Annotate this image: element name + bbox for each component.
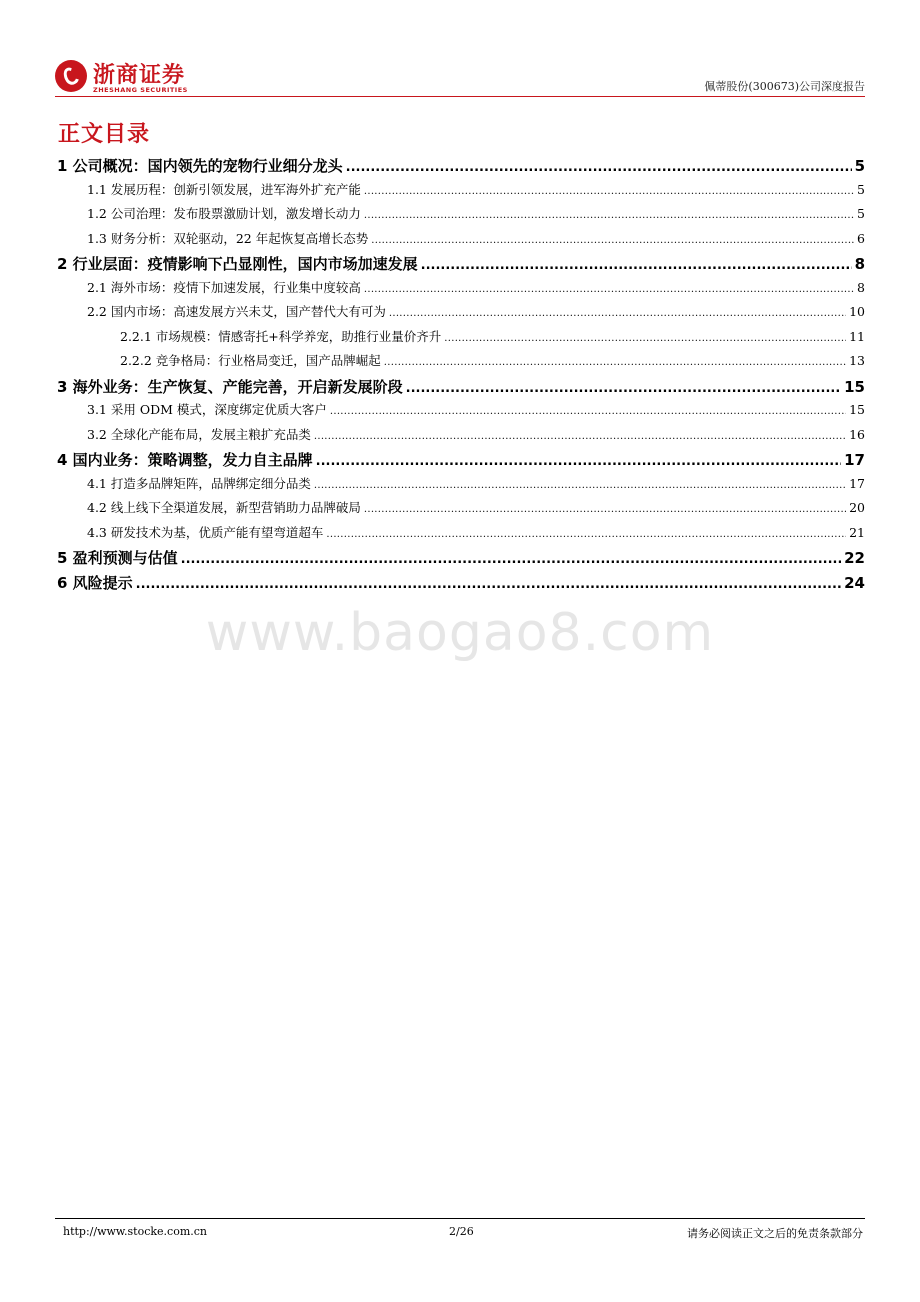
toc-entry-page: 22 bbox=[844, 549, 865, 567]
toc-leader-dots bbox=[136, 577, 841, 592]
toc-entry[interactable] bbox=[57, 498, 865, 523]
toc-entry-title: 2.2.2 竞争格局：行业格局变迁，国产品牌崛起 bbox=[120, 353, 381, 368]
logo-text-cn: 浙商证券 bbox=[93, 63, 186, 88]
toc-entry[interactable] bbox=[57, 572, 865, 597]
watermark: www.baogao8.com bbox=[205, 603, 715, 663]
table-of-contents bbox=[57, 155, 865, 596]
toc-leader-dots bbox=[406, 381, 841, 396]
toc-entry-title: 2.1 海外市场：疫情下加速发展，行业集中度较高 bbox=[87, 279, 361, 295]
toc-entry-title: 3 海外业务：生产恢复、产能完善，开启新发展阶段 bbox=[57, 377, 403, 396]
toc-entry[interactable] bbox=[57, 278, 865, 303]
toc-leader-dots bbox=[181, 552, 841, 567]
toc-leader-dots bbox=[314, 480, 846, 491]
toc-entry[interactable] bbox=[57, 376, 865, 401]
footer-url[interactable]: http://www.stocke.com.cn bbox=[63, 1225, 207, 1238]
toc-entry[interactable] bbox=[57, 229, 865, 254]
toc-entry-title: 1.1 发展历程：创新引领发展，进军海外扩充产能 bbox=[87, 181, 361, 197]
toc-leader-dots bbox=[384, 357, 846, 368]
toc-entry-page: 11 bbox=[849, 328, 865, 344]
toc-leader-dots bbox=[364, 186, 854, 197]
header-divider bbox=[55, 96, 865, 97]
toc-entry-page: 17 bbox=[849, 475, 865, 491]
toc-entry-page: 8 bbox=[857, 279, 865, 295]
toc-entry[interactable] bbox=[57, 155, 865, 180]
toc-entry-title: 1 公司概况：国内领先的宠物行业细分龙头 bbox=[57, 157, 343, 175]
toc-entry-page: 13 bbox=[849, 353, 865, 368]
toc-entry-page: 10 bbox=[849, 304, 865, 319]
toc-entry[interactable] bbox=[57, 180, 865, 205]
toc-entry-title: 4.2 线上线下全渠道发展，新型营销助力品牌破局 bbox=[87, 500, 361, 515]
footer-divider bbox=[55, 1218, 865, 1219]
toc-leader-dots bbox=[371, 235, 854, 246]
toc-entry-title: 1.2 公司治理：发布股票激励计划，激发增长动力 bbox=[87, 206, 361, 221]
toc-entry-title: 3.1 采用 ODM 模式，深度绑定优质大客户 bbox=[87, 402, 327, 417]
toc-entry-page: 16 bbox=[849, 426, 865, 442]
toc-entry-page: 15 bbox=[849, 402, 865, 417]
footer-disclaimer: 请务必阅读正文之后的免责条款部分 bbox=[687, 1227, 863, 1240]
toc-entry-title: 5 盈利预测与估值 bbox=[57, 549, 178, 567]
toc-entry[interactable] bbox=[57, 474, 865, 499]
toc-leader-dots bbox=[326, 529, 846, 540]
toc-entry-page: 5 bbox=[854, 157, 865, 175]
toc-entry-page: 20 bbox=[849, 500, 865, 515]
toc-entry-page: 8 bbox=[854, 255, 865, 273]
page-title: 正文目录 bbox=[58, 122, 151, 147]
logo-text-en: ZHESHANG SECURITIES bbox=[93, 86, 188, 94]
logo-mark-icon bbox=[55, 60, 87, 92]
toc-entry-page: 5 bbox=[857, 181, 865, 197]
toc-leader-dots bbox=[444, 333, 846, 344]
toc-leader-dots bbox=[364, 210, 854, 221]
toc-entry-title: 1.3 财务分析：双轮驱动，22 年起恢复高增长态势 bbox=[87, 230, 369, 246]
toc-entry[interactable] bbox=[57, 547, 865, 572]
toc-leader-dots bbox=[330, 406, 846, 417]
report-label: 佩蒂股份(300673)公司深度报告 bbox=[704, 80, 865, 93]
toc-entry-title: 2.2.1 市场规模：情感寄托+科学养宠，助推行业量价齐升 bbox=[120, 328, 442, 344]
toc-entry[interactable] bbox=[57, 204, 865, 229]
toc-leader-dots bbox=[421, 258, 852, 273]
toc-entry[interactable] bbox=[57, 253, 865, 278]
toc-entry-page: 17 bbox=[844, 451, 865, 469]
toc-leader-dots bbox=[389, 308, 846, 319]
toc-entry[interactable] bbox=[57, 327, 865, 352]
toc-entry[interactable] bbox=[57, 400, 865, 425]
toc-leader-dots bbox=[364, 504, 846, 515]
page-header bbox=[55, 58, 865, 100]
toc-entry-page: 21 bbox=[849, 524, 865, 540]
toc-entry-title: 4 国内业务：策略调整，发力自主品牌 bbox=[57, 451, 313, 469]
toc-entry[interactable] bbox=[57, 523, 865, 548]
toc-leader-dots bbox=[316, 454, 841, 469]
toc-entry-page: 15 bbox=[844, 377, 865, 396]
toc-entry-title: 3.2 全球化产能布局，发展主粮扩充品类 bbox=[87, 426, 311, 442]
toc-entry[interactable] bbox=[57, 351, 865, 376]
toc-entry[interactable] bbox=[57, 425, 865, 450]
toc-entry-page: 24 bbox=[844, 573, 865, 592]
toc-entry[interactable] bbox=[57, 302, 865, 327]
toc-entry-page: 5 bbox=[857, 206, 865, 221]
toc-entry-title: 6 风险提示 bbox=[57, 573, 133, 592]
toc-entry-title: 2.2 国内市场：高速发展方兴未艾，国产替代大有可为 bbox=[87, 304, 386, 319]
page-number: 2/26 bbox=[449, 1225, 474, 1238]
toc-entry[interactable] bbox=[57, 449, 865, 474]
toc-leader-dots bbox=[346, 160, 852, 175]
toc-entry-title: 4.1 打造多品牌矩阵，品牌绑定细分品类 bbox=[87, 475, 311, 491]
company-logo bbox=[55, 58, 205, 98]
toc-leader-dots bbox=[364, 284, 854, 295]
toc-entry-title: 4.3 研发技术为基，优质产能有望弯道超车 bbox=[87, 524, 324, 540]
toc-entry-title: 2 行业层面：疫情影响下凸显刚性，国内市场加速发展 bbox=[57, 255, 418, 273]
toc-leader-dots bbox=[314, 431, 846, 442]
toc-entry-page: 6 bbox=[857, 230, 865, 246]
